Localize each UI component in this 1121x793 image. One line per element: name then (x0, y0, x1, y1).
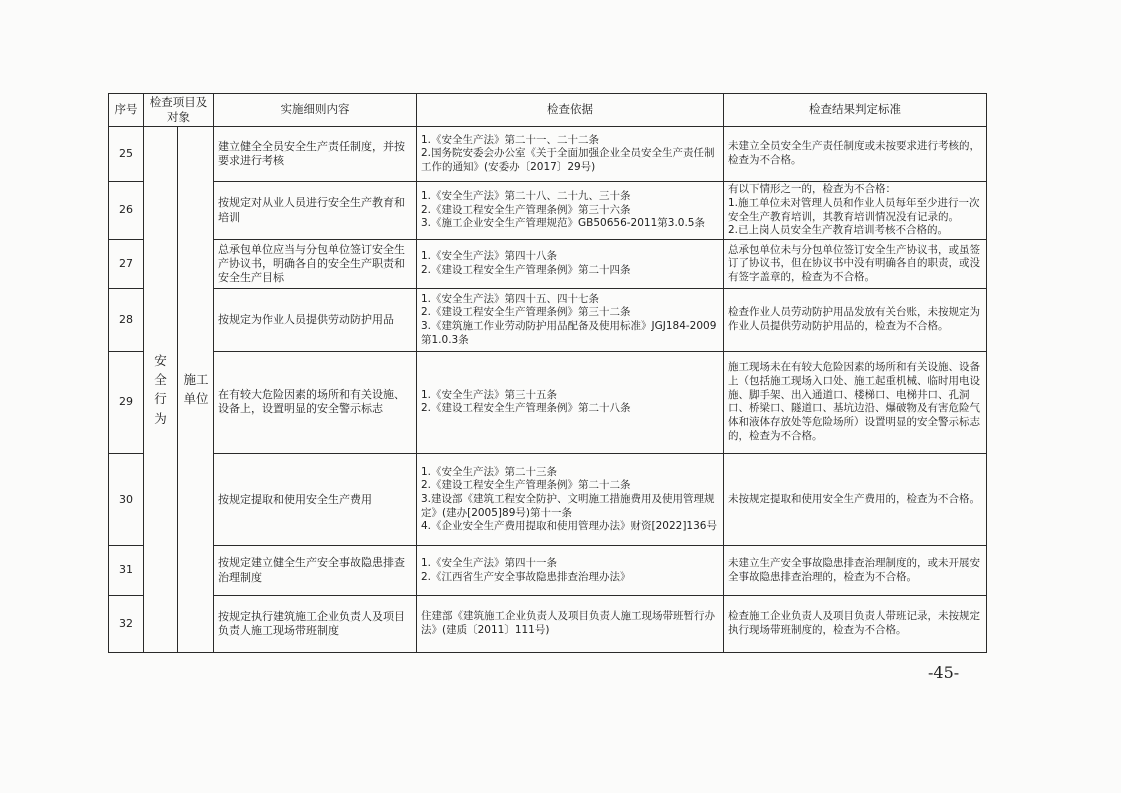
basis-cell (417, 454, 724, 546)
detail-cell: 按规定为作业人员提供劳动防护用品 (214, 289, 417, 351)
criteria-line: 未建立生产安全事故隐患排查治理制度的，或未开展安全事故隐患排查治理的，检查为不合格。 (728, 556, 980, 583)
criteria-line: 检查施工企业负责人及项目负责人带班记录，未按规定执行现场带班制度的，检查为不合格。 (728, 610, 980, 636)
basis-line: 2.《江西省生产安全事故隐患排查治理办法》 (421, 570, 631, 583)
basis-cell (417, 351, 724, 453)
criteria-line: 施工现场未在有较大危险因素的场所和有关设施、设备上（包括施工现场入口处、施工起重机械、临时用电设施、脚手架、出入通道口、楼梯口、电梯井口、孔洞口、桥梁口、隧道口、基坑边沿、爆破物及有害危险气体和液体存放处等危险场所）设置明显的安全警示标志的，检查为不合格。 (728, 361, 980, 442)
criteria-cell (724, 126, 987, 181)
detail-cell: 按规定提取和使用安全生产费用 (214, 454, 417, 546)
detail-cell: 按规定对从业人员进行安全生产教育和培训 (214, 182, 417, 240)
basis-line: 2.《建设工程安全生产管理条例》第三十六条 (421, 203, 631, 216)
object-label: 施工单位 (183, 372, 209, 407)
criteria-cell (724, 454, 987, 546)
detail-cell: 按规定执行建筑施工企业负责人及项目负责人施工现场带班制度 (214, 595, 417, 652)
header-criteria: 检查结果判定标准 (724, 94, 987, 127)
basis-line: 1.《安全生产法》第四十五、四十七条 (421, 292, 600, 305)
row-number: 31 (109, 546, 144, 595)
object-cell (178, 126, 214, 652)
basis-line: 3.《建筑施工作业劳动防护用品配备及使用标准》JGJ184-2009第1.0.3条 (421, 319, 717, 346)
basis-line: 1.《安全生产法》第二十八、二十九、三十条 (421, 190, 631, 203)
row-number: 25 (109, 126, 144, 181)
basis-line: 1.《安全生产法》第三十五条 (421, 388, 558, 401)
row-number: 28 (109, 289, 144, 351)
detail-cell: 总承包单位应当与分包单位签订安全生产协议书，明确各自的安全生产职责和安全生产目标 (214, 239, 417, 288)
category-label: 安全行为 (154, 352, 167, 426)
criteria-cell (724, 546, 987, 595)
criteria-line: 1.施工单位未对管理人员和作业人员每年至少进行一次安全生产教育培训，其教育培训情况没有记录的。 (728, 196, 980, 223)
criteria-cell (724, 239, 987, 288)
row-number: 29 (109, 351, 144, 453)
basis-cell (417, 182, 724, 240)
basis-line: 2.《建设工程安全生产管理条例》第二十四条 (421, 264, 631, 277)
criteria-cell (724, 289, 987, 351)
detail-cell: 在有较大危险因素的场所和有关设施、设备上，设置明显的安全警示标志 (214, 351, 417, 453)
basis-line: 1.《安全生产法》第四十八条 (421, 250, 558, 263)
basis-cell (417, 546, 724, 595)
basis-line: 住建部《建筑施工企业负责人及项目负责人施工现场带班暂行办法》(建质〔2011〕111号) (421, 610, 715, 636)
criteria-line: 2.已上岗人员安全生产教育培训考核不合格的。 (728, 224, 949, 237)
header-no: 序号 (109, 94, 144, 127)
category-cell (144, 126, 178, 652)
criteria-cell (724, 182, 987, 240)
basis-line: 2.《建设工程安全生产管理条例》第二十八条 (421, 402, 631, 415)
criteria-line: 检查作业人员劳动防护用品发放有关台账，未按规定为作业人员提供劳动防护用品的，检查为不合格。 (728, 306, 980, 332)
table-row (109, 351, 987, 453)
table-row (109, 454, 987, 546)
table-row (109, 126, 987, 181)
row-number: 32 (109, 595, 144, 652)
table-row (109, 289, 987, 351)
inspection-table (108, 93, 987, 653)
basis-line: 1.《安全生产法》第二十三条 (421, 465, 558, 478)
table-row (109, 239, 987, 288)
basis-line: 3.《施工企业安全生产管理规范》GB50656-2011第3.0.5条 (421, 217, 705, 230)
basis-line: 1.《安全生产法》第四十一条 (421, 556, 558, 569)
basis-line: 4.《企业安全生产费用提取和使用管理办法》财资[2022]136号 (421, 520, 717, 533)
criteria-cell (724, 595, 987, 652)
criteria-line: 未建立全员安全生产责任制度或未按要求进行考核的，检查为不合格。 (728, 140, 980, 166)
header-basis: 检查依据 (417, 94, 724, 127)
header-category: 检查项目及对象 (144, 94, 214, 127)
row-number: 26 (109, 182, 144, 240)
row-number: 30 (109, 454, 144, 546)
basis-line: 2.《建设工程安全生产管理条例》第二十二条 (421, 479, 631, 492)
table-header-row (109, 94, 987, 127)
row-number: 27 (109, 239, 144, 288)
basis-line: 2.国务院安委会办公室《关于全面加强企业全员安全生产责任制工作的通知》(安委办〔2017〕29号) (421, 147, 715, 173)
criteria-cell (724, 351, 987, 453)
basis-cell (417, 126, 724, 181)
basis-line: 1.《安全生产法》第二十一、二十二条 (421, 133, 600, 146)
basis-cell (417, 595, 724, 652)
table-row (109, 546, 987, 595)
criteria-line: 有以下情形之一的，检查为不合格： (728, 183, 896, 196)
page-number: -45- (928, 663, 960, 682)
detail-cell: 建立健全全员安全生产责任制度，并按要求进行考核 (214, 126, 417, 181)
table-row (109, 182, 987, 240)
table-row (109, 595, 987, 652)
criteria-line: 未按规定提取和使用安全生产费用的，检查为不合格。 (728, 492, 980, 505)
criteria-line: 总承包单位未与分包单位签订安全生产协议书，或虽签订了协议书，但在协议书中没有明确各自的职责，或没有签字盖章的，检查为不合格。 (728, 243, 980, 283)
basis-cell (417, 289, 724, 351)
basis-line: 3.建设部《建筑工程安全防护、文明施工措施费用及使用管理规定》(建办[2005]89号)第十一条 (421, 492, 715, 519)
basis-line: 2.《建设工程安全生产管理条例》第三十二条 (421, 306, 631, 319)
basis-cell (417, 239, 724, 288)
header-detail: 实施细则内容 (214, 94, 417, 127)
detail-cell: 按规定建立健全生产安全事故隐患排查治理制度 (214, 546, 417, 595)
